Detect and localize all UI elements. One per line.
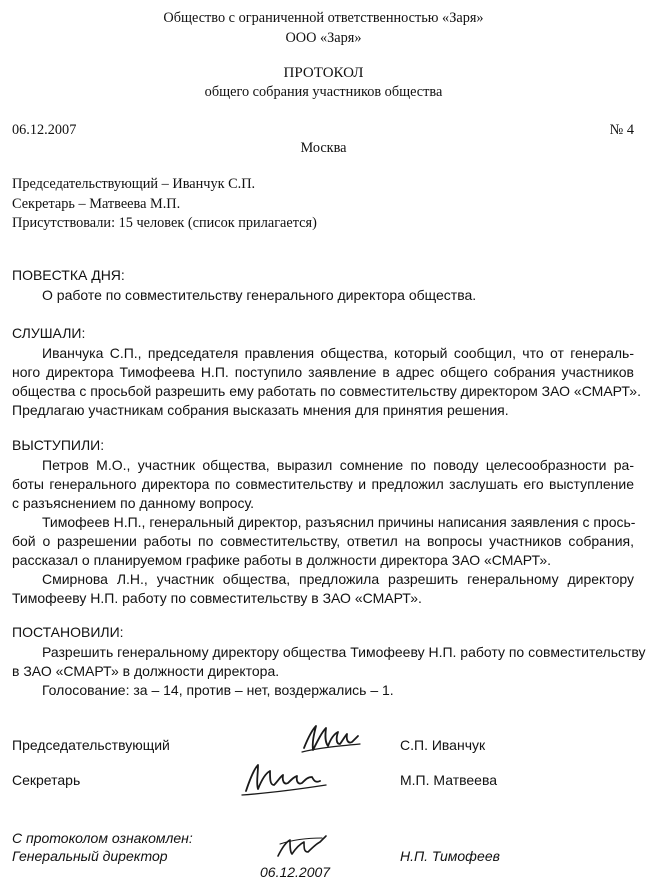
chair-signature-title: Председательствующий [12,737,170,753]
organization-full-name: Общество с ограниченной ответственностью «Заря» [163,10,484,26]
city: Москва [300,140,347,156]
chair-signature [298,718,368,758]
secretary-line: Секретарь – Матвеева М.П. [12,196,181,212]
document-number: № 4 [609,122,634,138]
spoke-line: Смирнова Л.Н., участник общества, предложила разрешить генеральному директору [42,571,634,587]
secretary-signature [240,755,330,800]
acknowledgment-label: С протоколом ознакомлен: [12,830,193,846]
spoke-line: бой о разрешении работы по совместительству, ответил на вопросы участников собрания, [12,533,634,549]
chair-name: С.П. Иванчук [400,737,486,753]
document-subtitle: общего собрания участников общества [204,84,443,100]
present-line: Присутствовали: 15 человек (список прилагается) [12,215,317,231]
chair-line: Председательствующий – Иванчук С.П. [12,176,256,192]
spoke-line: Тимофеев Н.П., генеральный директор, разъяснил причины написания заявления с прось- [42,514,636,530]
resolved-line: в ЗАО «СМАРТ» в должности директора. [12,663,280,679]
voting-line: Голосование: за – 14, против – нет, воздержались – 1. [42,682,394,698]
spoke-line: Тимофееву Н.П. работу по совместительству в ЗАО «СМАРТ». [12,590,422,606]
resolved-line: Разрешить генеральному директору общества Тимофееву Н.П. работу по совместительству [42,644,646,660]
secretary-name: М.П. Матвеева [400,772,498,788]
heard-line: Иванчука С.П., председателя правления общества, который сообщил, что от генераль- [42,345,634,361]
organization-short-name: ООО «Заря» [285,30,362,46]
heard-line: Предлагаю участникам собрания высказать мнения для принятия решения. [12,402,509,418]
resolved-heading: ПОСТАНОВИЛИ: [12,624,124,640]
heard-line: ного директора Тимофеева Н.П. поступило заявление в адрес общего собрания участников [12,364,634,380]
acknowledgment-date: 06.12.2007 [260,864,331,880]
secretary-signature-title: Секретарь [12,772,81,788]
agenda-item: О работе по совместительству генерального директора общества. [42,287,477,303]
spoke-line: боты генерального директора по совместительству и предложил заслушать его выступление [12,476,634,492]
director-signature [272,830,332,864]
spoke-line: рассказал о планируемом графике работы в должности директора ЗАО «СМАРТ». [12,552,552,568]
document-date: 06.12.2007 [12,122,77,138]
agenda-heading: ПОВЕСТКА ДНЯ: [12,267,125,283]
heard-heading: СЛУШАЛИ: [12,325,86,341]
director-name: Н.П. Тимофеев [400,848,500,864]
document-title: ПРОТОКОЛ [283,65,364,81]
spoke-line: Петров М.О., участник общества, выразил сомнение по поводу целесообразности ра- [42,457,634,473]
spoke-heading: ВЫСТУПИЛИ: [12,437,105,453]
heard-line: общества с просьбой разрешить ему работать по совместительству директором ЗАО «СМАРТ». [12,383,641,399]
acknowledgment-title: Генеральный директор [12,848,168,864]
spoke-line: с разъяснением по данному вопросу. [12,495,254,511]
